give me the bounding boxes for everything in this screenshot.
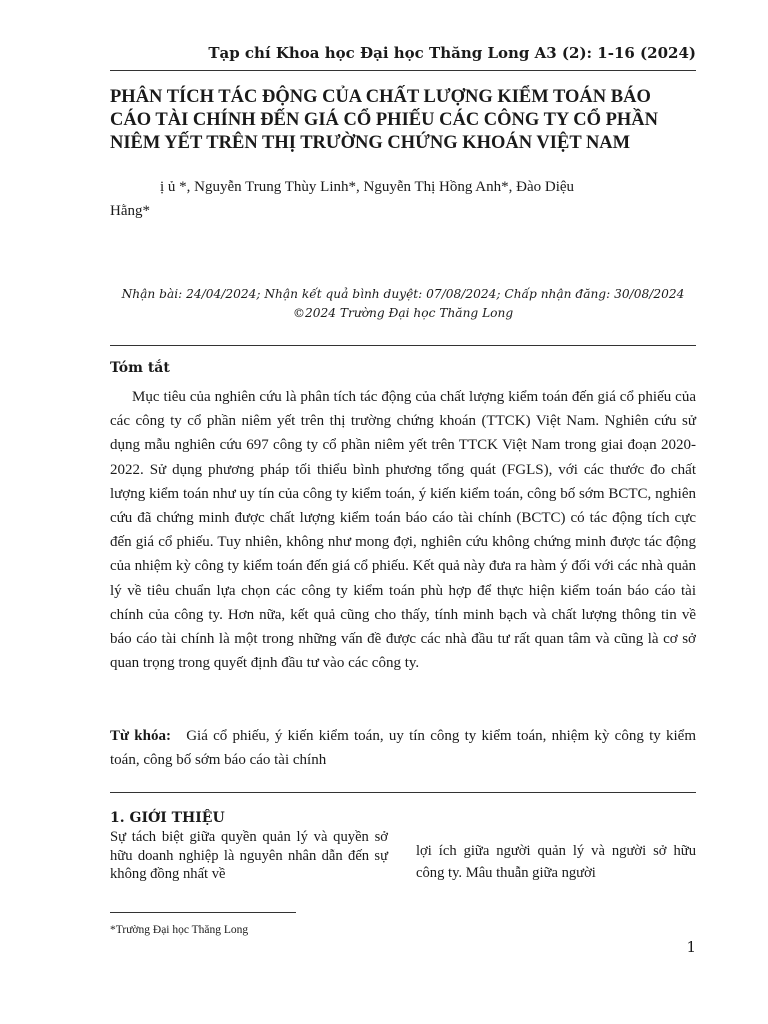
author-list: [110, 175, 696, 223]
intro-left-column: Sự tách biệt giữa quyền quản lý và quyền sở hữu doanh nghiệp là nguyên nhân dẫn đến sự không đồng nhất về: [110, 829, 388, 882]
footnote-rule: [110, 912, 296, 913]
abstract-bottom-rule: [110, 792, 696, 793]
authors-line-2: Hằng*: [110, 203, 150, 219]
keywords: [110, 724, 696, 772]
article-dates: [110, 285, 696, 323]
abstract-text: Mục tiêu của nghiên cứu là phân tích tác động của chất lượng kiểm toán đến giá cổ phiếu của các công ty cổ phần niêm yết trên thị trường chứng khoán (TTCK) Việt Nam. Nghiên cứu sử dụng mẫu nghiên cứu 697 công ty cổ phần niêm yết trên TTCK Việt Nam trong giai đoạn 2020-2022. Sử dụng phương pháp tối thiểu bình phương tổng quát (FGLS), với các thước đo chất lượng kiểm toán như uy tín của công ty kiểm toán, ý kiến kiểm toán, công bố sớm BCTC, nghiên cứu đã chứng minh được chất lượng kiểm toán báo cáo tài chính (BCTC) có tác động tích cực đến giá cổ phiếu. Tuy nhiên, không như mong đợi, nghiên cứu không chứng minh được tác động của nhiệm kỳ công ty kiểm toán đến giá cổ phiếu. Kết quả này đưa ra hàm ý đối với các nhà quản lý về tiêu chuẩn lựa chọn các công ty kiểm toán phù hợp để thực hiện kiểm toán báo cáo tài chính của công ty. Hơn nữa, kết quả cũng cho thấy, tính minh bạch và chất lượng thông tin về báo cáo tài chính là một trong những vấn đề được các nhà đầu tư rất quan tâm và cũng là cơ sở quan trọng trong quyết định đầu tư vào các công ty.: [110, 389, 696, 672]
journal-header: Tạp chí Khoa học Đại học Thăng Long A3 (2): 1-16 (2024): [208, 44, 696, 62]
keywords-text: Giá cổ phiếu, ý kiến kiểm toán, uy tín công ty kiểm toán, nhiệm kỳ công ty kiểm toán, công bố sớm báo cáo tài chính: [110, 728, 697, 769]
intro-right-column: lợi ích giữa người quản lý và người sở hữu công ty. Mâu thuẫn giữa người: [416, 843, 696, 881]
abstract-top-rule: [110, 345, 696, 346]
abstract-heading: Tóm tắt: [110, 360, 170, 376]
footnote: *Trường Đại học Thăng Long: [110, 924, 249, 936]
section-heading-introduction: 1. GIỚI THIỆU: [110, 810, 225, 826]
submission-dates: Nhận bài: 24/04/2024; Nhận kết quả bình duyệt: 07/08/2024; Chấp nhận đăng: 30/08/2024: [121, 287, 685, 301]
page-number: 1: [686, 938, 696, 956]
copyright-line: ©2024 Trường Đại học Thăng Long: [292, 306, 514, 320]
article-title: PHÂN TÍCH TÁC ĐỘNG CỦA CHẤT LƯỢNG KIỂM TOÁN BÁO CÁO TÀI CHÍNH ĐẾN GIÁ CỔ PHIẾU CÁC CÔNG TY CỔ PHẦN NIÊM YẾT TRÊN THỊ TRƯỜNG CHỨNG KHOÁN VIỆT NAM: [110, 87, 659, 153]
header-rule: [110, 70, 696, 71]
authors-line-1: ị ủ *, Nguyễn Trung Thùy Linh*, Nguyễn Thị Hồng Anh*, Đào Diệu: [160, 179, 575, 195]
keywords-label: Từ khóa:: [110, 728, 171, 744]
